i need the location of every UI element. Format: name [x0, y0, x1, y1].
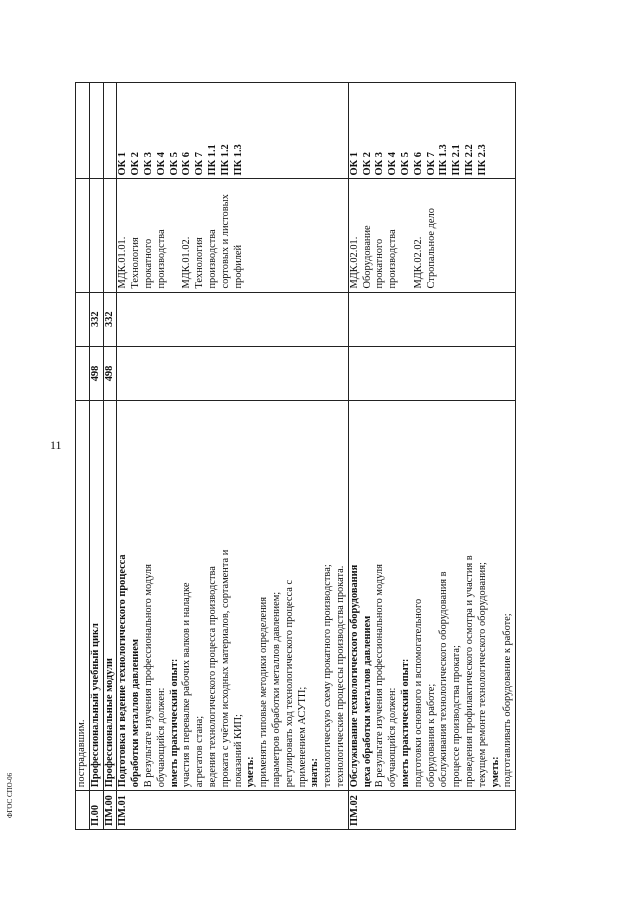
row-title: Профессиональные модули: [103, 401, 117, 791]
competency-code: ПК 1.1: [206, 144, 218, 176]
module-text-line: агрегатов стана;: [194, 715, 206, 788]
module-code: ПМ.01: [117, 791, 348, 830]
module-text-line: иметь практический опыт:: [399, 658, 411, 788]
table-row: [89, 83, 103, 830]
row-max-load: 498: [89, 346, 103, 400]
footer-label: ФГОС СПО-06: [6, 772, 14, 818]
competency-code: ПК 1.2: [219, 144, 231, 176]
competency-code: ПК 2.1: [451, 144, 463, 176]
module-text-line: проката с учётом исходных материалов, сортамента и: [219, 549, 231, 788]
module-row: [348, 83, 515, 830]
module-text-line: уметь:: [489, 756, 501, 788]
module-title-line: обработки металлов давлением: [130, 639, 142, 788]
competency-code: ПК 2.2: [463, 144, 475, 176]
competency-code: ПК 1.3: [232, 144, 244, 176]
module-text-line: применением АСУТП;: [296, 686, 308, 788]
module-description: [117, 401, 348, 791]
mdk-item: Технология: [130, 237, 142, 289]
competency-code: ОК 1: [348, 152, 360, 176]
module-text-line: обучающийся должен:: [387, 687, 399, 788]
module-text-line: процессе производства проката;: [451, 645, 463, 788]
module-text-line: применять типовые методики определения: [258, 596, 270, 788]
competency-code: ОК 1: [117, 152, 129, 176]
page-number: 11: [50, 438, 62, 452]
competency-code: ПК 2.3: [476, 144, 488, 176]
row-code: ПМ.00: [103, 791, 117, 830]
module-row: [117, 83, 348, 830]
competency-code: ОК 4: [155, 152, 167, 176]
table-row: [76, 83, 90, 830]
competency-code: ПК 1.3: [438, 144, 450, 176]
mdk-list: [117, 179, 348, 292]
mdk-item: производства: [387, 229, 399, 289]
mdk-item: производства: [155, 229, 167, 289]
module-title-line: Обслуживание технологического оборудования: [348, 564, 360, 788]
module-text-line: технологическую схему прокатного производства;: [322, 564, 334, 788]
curriculum-table: [75, 82, 575, 830]
competency-code: ОК 3: [142, 152, 154, 176]
competency-code: ОК 5: [168, 152, 180, 176]
module-text-line: текущем ремонте технологического оборудования;: [476, 562, 488, 788]
competency-code: ОК 6: [181, 152, 193, 176]
row-code: П.00: [89, 791, 103, 830]
module-text-line: ведения технологического процесса производства: [206, 566, 218, 788]
mdk-item: прокатного: [374, 238, 386, 289]
module-text-line: участия в перевалке рабочих валков и наладке: [181, 582, 193, 788]
module-text-line: технологические процессы производства проката.: [334, 565, 346, 788]
competency-code: ОК 3: [374, 152, 386, 176]
mdk-item: Технология: [194, 237, 206, 289]
mdk-item: прокатного: [142, 238, 154, 289]
competency-code: ОК 6: [412, 152, 424, 176]
module-text-line: регулировать ход технологического процесса с: [283, 579, 295, 788]
mdk-item: Оборудование: [361, 225, 373, 289]
module-text-line: обучающийся должен:: [155, 687, 167, 788]
mdk-item: МДК.02.02.: [412, 236, 424, 289]
module-code: ПМ.02: [348, 791, 515, 830]
competency-code: ОК 7: [425, 152, 437, 176]
intro-text: пострадавшим.: [76, 401, 90, 791]
module-description: [348, 401, 515, 791]
competency-code: ОК 5: [399, 152, 411, 176]
module-text-line: уметь:: [245, 756, 257, 788]
mdk-list: [348, 179, 515, 292]
row-required: 332: [89, 292, 103, 346]
competency-list: [348, 83, 515, 179]
module-text-line: В результате изучения профессионального модуля: [374, 564, 386, 788]
mdk-item: сортовых и листовых: [219, 194, 231, 289]
mdk-item: профилей: [232, 244, 244, 289]
mdk-item: производства: [206, 229, 218, 289]
mdk-item: Стропальное дело: [425, 208, 437, 289]
row-max-load: 498: [103, 346, 117, 400]
table-row: [103, 83, 117, 830]
competency-list: [117, 83, 348, 179]
competency-code: ОК 2: [361, 152, 373, 176]
module-text-line: иметь практический опыт:: [168, 658, 180, 788]
competency-code: ОК 2: [130, 152, 142, 176]
mdk-item: МДК.01.02.: [181, 236, 193, 289]
module-text-line: оборудования к работе;: [425, 683, 437, 788]
mdk-item: МДК.02.01.: [348, 236, 360, 289]
row-required: 332: [103, 292, 117, 346]
module-title-line: Подготовка и ведение технологического процесса: [117, 554, 129, 788]
module-text-line: проведения профилактического осмотра и участия в: [463, 555, 475, 788]
mdk-item: МДК.01.01.: [117, 236, 129, 289]
module-text-line: параметров обработки металлов давлением;: [270, 591, 282, 788]
row-title: Профессиональный учебный цикл: [89, 401, 103, 791]
competency-code: ОК 7: [194, 152, 206, 176]
module-text-line: показаний КИП;: [232, 714, 244, 788]
module-text-line: В результате изучения профессионального модуля: [142, 564, 154, 788]
competency-code: ОК 4: [387, 152, 399, 176]
module-text-line: подготавливать оборудование к работе;: [502, 613, 514, 788]
module-title-line: цеха обработки металлов давлением: [361, 615, 373, 788]
module-text-line: знать:: [309, 758, 321, 788]
module-text-line: обслуживания технологического оборудования в: [438, 571, 450, 788]
module-text-line: подготовки основного и вспомогательного: [412, 598, 424, 788]
